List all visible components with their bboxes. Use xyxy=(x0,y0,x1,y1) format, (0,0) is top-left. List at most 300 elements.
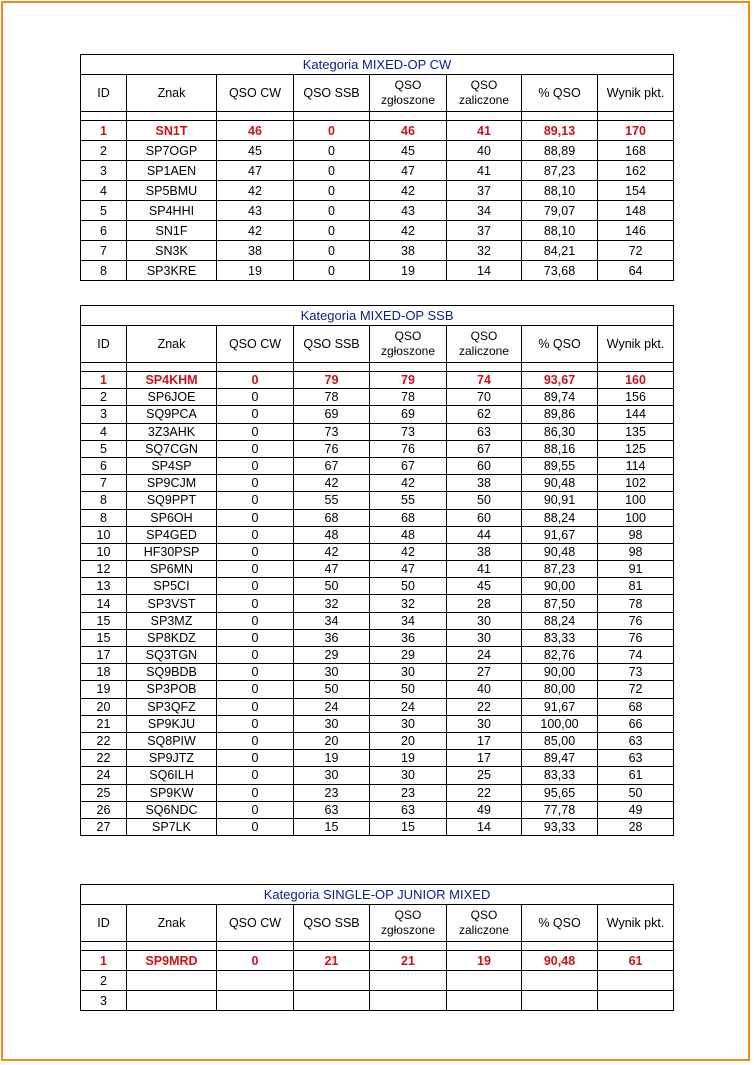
qso-zaliczone-cell: 44 xyxy=(447,526,522,543)
qso-zaliczone-cell: 19 xyxy=(447,951,522,971)
qso-zgloszone-cell: 69 xyxy=(370,406,447,423)
table-row xyxy=(81,612,674,629)
qso-zaliczone-cell: 63 xyxy=(447,423,522,440)
spacer-cell xyxy=(370,112,447,121)
qso-zaliczone-cell: 37 xyxy=(447,181,522,201)
wynik-pkt-cell: 50 xyxy=(598,784,674,801)
wynik-pkt-cell: 162 xyxy=(598,161,674,181)
wynik-pkt-cell: 63 xyxy=(598,750,674,767)
qso-ssb-cell: 15 xyxy=(294,818,370,835)
znak-cell: SP6JOE xyxy=(127,389,217,406)
znak-cell: SQ6ILH xyxy=(127,767,217,784)
wynik-pkt-cell: 76 xyxy=(598,629,674,646)
wynik-pkt-cell: 66 xyxy=(598,715,674,732)
id-cell: 7 xyxy=(81,475,127,492)
wynik-pkt-cell: 49 xyxy=(598,801,674,818)
qso-zaliczone-cell: 38 xyxy=(447,543,522,560)
wynik-pkt-cell: 98 xyxy=(598,526,674,543)
qso-zgloszone-cell: 30 xyxy=(370,767,447,784)
table-row xyxy=(81,578,674,595)
wynik-pkt-cell: 72 xyxy=(598,681,674,698)
qso-zgloszone-cell: 30 xyxy=(370,664,447,681)
id-cell: 2 xyxy=(81,389,127,406)
qso-zgloszone-cell: 38 xyxy=(370,241,447,261)
pct-qso-cell: 88,10 xyxy=(522,221,598,241)
qso-zaliczone-cell: 74 xyxy=(447,372,522,389)
znak-cell: SP6MN xyxy=(127,561,217,578)
znak-cell: SP4HHI xyxy=(127,201,217,221)
qso-ssb-cell: 79 xyxy=(294,372,370,389)
table-row xyxy=(81,457,674,474)
znak-cell xyxy=(127,991,217,1011)
spacer-cell xyxy=(81,363,127,372)
header-pct-qso: % QSO xyxy=(522,326,598,363)
header-pct-qso: % QSO xyxy=(522,905,598,942)
znak-cell: SP3VST xyxy=(127,595,217,612)
qso-zgloszone-cell: 24 xyxy=(370,698,447,715)
pct-qso-cell: 91,67 xyxy=(522,698,598,715)
qso-zaliczone-cell: 34 xyxy=(447,201,522,221)
pct-qso-cell: 88,89 xyxy=(522,141,598,161)
table-title: Kategoria MIXED-OP SSB xyxy=(81,306,674,326)
qso-zaliczone-cell: 14 xyxy=(447,261,522,281)
header-wynik-pkt: Wynik pkt. xyxy=(598,326,674,363)
znak-cell: SP1AEN xyxy=(127,161,217,181)
table-row xyxy=(81,991,674,1011)
qso-zgloszone-cell: 73 xyxy=(370,423,447,440)
qso-cw-cell: 0 xyxy=(217,492,294,509)
qso-cw-cell: 0 xyxy=(217,664,294,681)
table-row xyxy=(81,681,674,698)
wynik-pkt-cell: 72 xyxy=(598,241,674,261)
id-cell: 4 xyxy=(81,423,127,440)
wynik-pkt-cell: 148 xyxy=(598,201,674,221)
id-cell: 12 xyxy=(81,561,127,578)
qso-cw-cell: 0 xyxy=(217,423,294,440)
pct-qso-cell: 87,23 xyxy=(522,161,598,181)
spacer-cell xyxy=(127,942,217,951)
qso-ssb-cell: 36 xyxy=(294,629,370,646)
qso-ssb-cell: 68 xyxy=(294,509,370,526)
qso-cw-cell: 47 xyxy=(217,161,294,181)
qso-ssb-cell: 0 xyxy=(294,221,370,241)
header-qso-cw: QSO CW xyxy=(217,326,294,363)
qso-zgloszone-cell: 79 xyxy=(370,372,447,389)
pct-qso-cell: 73,68 xyxy=(522,261,598,281)
spacer-cell xyxy=(294,112,370,121)
pct-qso-cell: 93,33 xyxy=(522,818,598,835)
qso-cw-cell: 0 xyxy=(217,509,294,526)
table-row xyxy=(81,372,674,389)
pct-qso-cell: 90,00 xyxy=(522,664,598,681)
qso-zgloszone-cell: 19 xyxy=(370,750,447,767)
pct-qso-cell: 83,33 xyxy=(522,767,598,784)
table-row xyxy=(81,181,674,201)
table-row xyxy=(81,595,674,612)
qso-zaliczone-cell xyxy=(447,971,522,991)
header-qso-zaliczone: QSO zaliczone xyxy=(447,75,522,112)
pct-qso-cell: 89,47 xyxy=(522,750,598,767)
header-qso-zgloszone: QSO zgłoszone xyxy=(370,75,447,112)
header-id: ID xyxy=(81,905,127,942)
qso-zaliczone-cell: 22 xyxy=(447,784,522,801)
wynik-pkt-cell: 125 xyxy=(598,440,674,457)
table-row xyxy=(81,261,674,281)
qso-ssb-cell: 55 xyxy=(294,492,370,509)
spacer-cell xyxy=(127,112,217,121)
qso-cw-cell: 19 xyxy=(217,261,294,281)
table-row xyxy=(81,406,674,423)
table-row xyxy=(81,784,674,801)
qso-zaliczone-cell: 27 xyxy=(447,664,522,681)
znak-cell: SP9KJU xyxy=(127,715,217,732)
qso-ssb-cell: 69 xyxy=(294,406,370,423)
qso-ssb-cell xyxy=(294,991,370,1011)
table-row xyxy=(81,241,674,261)
pct-qso-cell: 85,00 xyxy=(522,732,598,749)
pct-qso-cell: 86,30 xyxy=(522,423,598,440)
qso-ssb-cell: 21 xyxy=(294,951,370,971)
table-single-op-junior-mixed xyxy=(80,884,674,1011)
qso-zgloszone-cell: 42 xyxy=(370,221,447,241)
pct-qso-cell: 100,00 xyxy=(522,715,598,732)
wynik-pkt-cell: 61 xyxy=(598,951,674,971)
qso-zaliczone-cell: 40 xyxy=(447,141,522,161)
znak-cell: SP8KDZ xyxy=(127,629,217,646)
id-cell: 15 xyxy=(81,629,127,646)
znak-cell xyxy=(127,971,217,991)
qso-cw-cell: 42 xyxy=(217,221,294,241)
wynik-pkt-cell: 156 xyxy=(598,389,674,406)
qso-zgloszone-cell: 43 xyxy=(370,201,447,221)
table-row xyxy=(81,629,674,646)
qso-ssb-cell: 34 xyxy=(294,612,370,629)
id-cell: 20 xyxy=(81,698,127,715)
qso-zaliczone-cell: 28 xyxy=(447,595,522,612)
qso-cw-cell: 0 xyxy=(217,543,294,560)
spacer-cell xyxy=(447,942,522,951)
znak-cell: SN1F xyxy=(127,221,217,241)
qso-cw-cell: 45 xyxy=(217,141,294,161)
pct-qso-cell: 89,13 xyxy=(522,121,598,141)
pct-qso-cell: 90,48 xyxy=(522,543,598,560)
header-qso-cw: QSO CW xyxy=(217,905,294,942)
table-row xyxy=(81,818,674,835)
table-row xyxy=(81,971,674,991)
id-cell: 8 xyxy=(81,509,127,526)
qso-ssb-cell: 0 xyxy=(294,181,370,201)
qso-zaliczone-cell: 60 xyxy=(447,457,522,474)
qso-zgloszone-cell: 29 xyxy=(370,647,447,664)
qso-cw-cell: 0 xyxy=(217,951,294,971)
qso-ssb-cell: 30 xyxy=(294,664,370,681)
qso-zaliczone-cell: 62 xyxy=(447,406,522,423)
znak-cell: SP4KHM xyxy=(127,372,217,389)
header-id: ID xyxy=(81,75,127,112)
qso-cw-cell: 0 xyxy=(217,578,294,595)
spacer-cell xyxy=(522,942,598,951)
table-row xyxy=(81,715,674,732)
pct-qso-cell: 88,10 xyxy=(522,181,598,201)
qso-zaliczone-cell: 40 xyxy=(447,681,522,698)
header-pct-qso: % QSO xyxy=(522,75,598,112)
qso-cw-cell: 38 xyxy=(217,241,294,261)
qso-ssb-cell xyxy=(294,971,370,991)
qso-ssb-cell: 42 xyxy=(294,543,370,560)
pct-qso-cell: 95,65 xyxy=(522,784,598,801)
znak-cell: SP9JTZ xyxy=(127,750,217,767)
qso-zgloszone-cell: 19 xyxy=(370,261,447,281)
table-mixed-op-ssb xyxy=(80,305,674,836)
wynik-pkt-cell: 144 xyxy=(598,406,674,423)
qso-zaliczone-cell: 70 xyxy=(447,389,522,406)
table-row xyxy=(81,801,674,818)
qso-ssb-cell: 0 xyxy=(294,121,370,141)
id-cell: 10 xyxy=(81,526,127,543)
pct-qso-cell: 89,74 xyxy=(522,389,598,406)
znak-cell: SP7LK xyxy=(127,818,217,835)
table-row xyxy=(81,201,674,221)
qso-zaliczone-cell: 30 xyxy=(447,629,522,646)
pct-qso-cell: 77,78 xyxy=(522,801,598,818)
znak-cell: SP9KW xyxy=(127,784,217,801)
pct-qso-cell: 82,76 xyxy=(522,647,598,664)
table-mixed-op-cw xyxy=(80,54,674,281)
qso-zgloszone-cell: 67 xyxy=(370,457,447,474)
id-cell: 5 xyxy=(81,201,127,221)
pct-qso-cell: 87,23 xyxy=(522,561,598,578)
qso-ssb-cell: 42 xyxy=(294,475,370,492)
wynik-pkt-cell: 114 xyxy=(598,457,674,474)
id-cell: 25 xyxy=(81,784,127,801)
znak-cell: SP3KRE xyxy=(127,261,217,281)
table-row xyxy=(81,647,674,664)
qso-zgloszone-cell: 47 xyxy=(370,561,447,578)
qso-cw-cell: 46 xyxy=(217,121,294,141)
id-cell: 8 xyxy=(81,261,127,281)
qso-cw-cell: 0 xyxy=(217,475,294,492)
qso-zaliczone-cell: 17 xyxy=(447,732,522,749)
qso-cw-cell: 0 xyxy=(217,715,294,732)
id-cell: 4 xyxy=(81,181,127,201)
table-header-row xyxy=(81,326,674,363)
qso-zaliczone-cell: 50 xyxy=(447,492,522,509)
qso-cw-cell: 0 xyxy=(217,561,294,578)
id-cell: 10 xyxy=(81,543,127,560)
qso-zgloszone-cell: 63 xyxy=(370,801,447,818)
table-row xyxy=(81,141,674,161)
header-qso-zaliczone: QSO zaliczone xyxy=(447,905,522,942)
table-row xyxy=(81,526,674,543)
qso-ssb-cell: 0 xyxy=(294,161,370,181)
spacer-cell xyxy=(598,363,674,372)
table-row xyxy=(81,475,674,492)
qso-zgloszone-cell: 45 xyxy=(370,141,447,161)
id-cell: 3 xyxy=(81,991,127,1011)
table-row xyxy=(81,561,674,578)
table-title-row xyxy=(81,55,674,75)
spacer-cell xyxy=(81,942,127,951)
id-cell: 26 xyxy=(81,801,127,818)
qso-ssb-cell: 73 xyxy=(294,423,370,440)
table-header-row xyxy=(81,75,674,112)
pct-qso-cell xyxy=(522,991,598,1011)
wynik-pkt-cell: 170 xyxy=(598,121,674,141)
header-wynik-pkt: Wynik pkt. xyxy=(598,75,674,112)
qso-zgloszone-cell: 76 xyxy=(370,440,447,457)
wynik-pkt-cell: 64 xyxy=(598,261,674,281)
wynik-pkt-cell: 74 xyxy=(598,647,674,664)
pct-qso-cell: 83,33 xyxy=(522,629,598,646)
pct-qso-cell: 90,48 xyxy=(522,951,598,971)
qso-zaliczone-cell xyxy=(447,991,522,1011)
qso-cw-cell xyxy=(217,971,294,991)
spacer-cell xyxy=(598,942,674,951)
wynik-pkt-cell: 102 xyxy=(598,475,674,492)
spacer-cell xyxy=(217,942,294,951)
spacer-cell xyxy=(294,363,370,372)
table-spacer-row xyxy=(81,363,674,372)
wynik-pkt-cell xyxy=(598,991,674,1011)
id-cell: 21 xyxy=(81,715,127,732)
spacer-cell xyxy=(447,363,522,372)
qso-zgloszone-cell: 34 xyxy=(370,612,447,629)
spacer-cell xyxy=(522,363,598,372)
qso-ssb-cell: 0 xyxy=(294,261,370,281)
header-qso-zaliczone: QSO zaliczone xyxy=(447,326,522,363)
qso-zgloszone-cell: 68 xyxy=(370,509,447,526)
qso-zaliczone-cell: 49 xyxy=(447,801,522,818)
znak-cell: SP4GED xyxy=(127,526,217,543)
header-qso-zgloszone: QSO zgłoszone xyxy=(370,326,447,363)
wynik-pkt-cell: 68 xyxy=(598,698,674,715)
table-title-row xyxy=(81,885,674,905)
qso-ssb-cell: 47 xyxy=(294,561,370,578)
qso-zaliczone-cell: 37 xyxy=(447,221,522,241)
qso-ssb-cell: 20 xyxy=(294,732,370,749)
qso-zaliczone-cell: 41 xyxy=(447,121,522,141)
pct-qso-cell: 93,67 xyxy=(522,372,598,389)
qso-zaliczone-cell: 32 xyxy=(447,241,522,261)
id-cell: 18 xyxy=(81,664,127,681)
id-cell: 8 xyxy=(81,492,127,509)
qso-zgloszone-cell: 36 xyxy=(370,629,447,646)
qso-zgloszone-cell: 42 xyxy=(370,475,447,492)
qso-cw-cell: 0 xyxy=(217,647,294,664)
wynik-pkt-cell: 73 xyxy=(598,664,674,681)
qso-ssb-cell: 19 xyxy=(294,750,370,767)
table-spacer-row xyxy=(81,942,674,951)
wynik-pkt-cell: 100 xyxy=(598,509,674,526)
qso-ssb-cell: 63 xyxy=(294,801,370,818)
table-row xyxy=(81,440,674,457)
qso-cw-cell: 0 xyxy=(217,440,294,457)
wynik-pkt-cell: 76 xyxy=(598,612,674,629)
qso-ssb-cell: 78 xyxy=(294,389,370,406)
znak-cell: SQ9PCA xyxy=(127,406,217,423)
znak-cell: SP4SP xyxy=(127,457,217,474)
qso-zaliczone-cell: 67 xyxy=(447,440,522,457)
id-cell: 5 xyxy=(81,440,127,457)
pct-qso-cell: 90,48 xyxy=(522,475,598,492)
table-row xyxy=(81,389,674,406)
id-cell: 6 xyxy=(81,221,127,241)
pct-qso-cell: 88,24 xyxy=(522,509,598,526)
pct-qso-cell: 90,91 xyxy=(522,492,598,509)
pct-qso-cell: 89,55 xyxy=(522,457,598,474)
qso-cw-cell: 0 xyxy=(217,818,294,835)
qso-zgloszone-cell: 20 xyxy=(370,732,447,749)
znak-cell: SQ6NDC xyxy=(127,801,217,818)
id-cell: 27 xyxy=(81,818,127,835)
wynik-pkt-cell xyxy=(598,971,674,991)
header-znak: Znak xyxy=(127,326,217,363)
spacer-cell xyxy=(598,112,674,121)
spacer-cell xyxy=(370,942,447,951)
spacer-cell xyxy=(294,942,370,951)
wynik-pkt-cell: 81 xyxy=(598,578,674,595)
table-row xyxy=(81,767,674,784)
id-cell: 3 xyxy=(81,406,127,423)
qso-ssb-cell: 0 xyxy=(294,141,370,161)
pct-qso-cell: 79,07 xyxy=(522,201,598,221)
qso-zaliczone-cell: 38 xyxy=(447,475,522,492)
qso-zaliczone-cell: 41 xyxy=(447,161,522,181)
spacer-cell xyxy=(522,112,598,121)
spacer-cell xyxy=(370,363,447,372)
pct-qso-cell: 89,86 xyxy=(522,406,598,423)
qso-ssb-cell: 48 xyxy=(294,526,370,543)
header-qso-ssb: QSO SSB xyxy=(294,326,370,363)
header-qso-cw: QSO CW xyxy=(217,75,294,112)
qso-cw-cell: 0 xyxy=(217,406,294,423)
header-qso-zgloszone: QSO zgłoszone xyxy=(370,905,447,942)
znak-cell: SQ3TGN xyxy=(127,647,217,664)
qso-zaliczone-cell: 25 xyxy=(447,767,522,784)
wynik-pkt-cell: 146 xyxy=(598,221,674,241)
znak-cell: SP9MRD xyxy=(127,951,217,971)
qso-cw-cell: 0 xyxy=(217,389,294,406)
qso-zgloszone-cell: 21 xyxy=(370,951,447,971)
qso-ssb-cell: 50 xyxy=(294,681,370,698)
qso-zaliczone-cell: 24 xyxy=(447,647,522,664)
qso-zgloszone-cell: 32 xyxy=(370,595,447,612)
wynik-pkt-cell: 160 xyxy=(598,372,674,389)
wynik-pkt-cell: 100 xyxy=(598,492,674,509)
qso-ssb-cell: 30 xyxy=(294,767,370,784)
znak-cell: SN3K xyxy=(127,241,217,261)
qso-cw-cell xyxy=(217,991,294,1011)
table-title: Kategoria SINGLE-OP JUNIOR MIXED xyxy=(81,885,674,905)
wynik-pkt-cell: 154 xyxy=(598,181,674,201)
qso-cw-cell: 0 xyxy=(217,698,294,715)
table-header-row xyxy=(81,905,674,942)
qso-zaliczone-cell: 60 xyxy=(447,509,522,526)
qso-zgloszone-cell: 50 xyxy=(370,681,447,698)
znak-cell: 3Z3AHK xyxy=(127,423,217,440)
qso-cw-cell: 0 xyxy=(217,750,294,767)
qso-zgloszone-cell: 55 xyxy=(370,492,447,509)
id-cell: 17 xyxy=(81,647,127,664)
qso-zgloszone-cell: 78 xyxy=(370,389,447,406)
table-row xyxy=(81,750,674,767)
qso-zaliczone-cell: 30 xyxy=(447,715,522,732)
spacer-cell xyxy=(447,112,522,121)
qso-zgloszone-cell: 50 xyxy=(370,578,447,595)
id-cell: 2 xyxy=(81,971,127,991)
znak-cell: SP9CJM xyxy=(127,475,217,492)
header-wynik-pkt: Wynik pkt. xyxy=(598,905,674,942)
